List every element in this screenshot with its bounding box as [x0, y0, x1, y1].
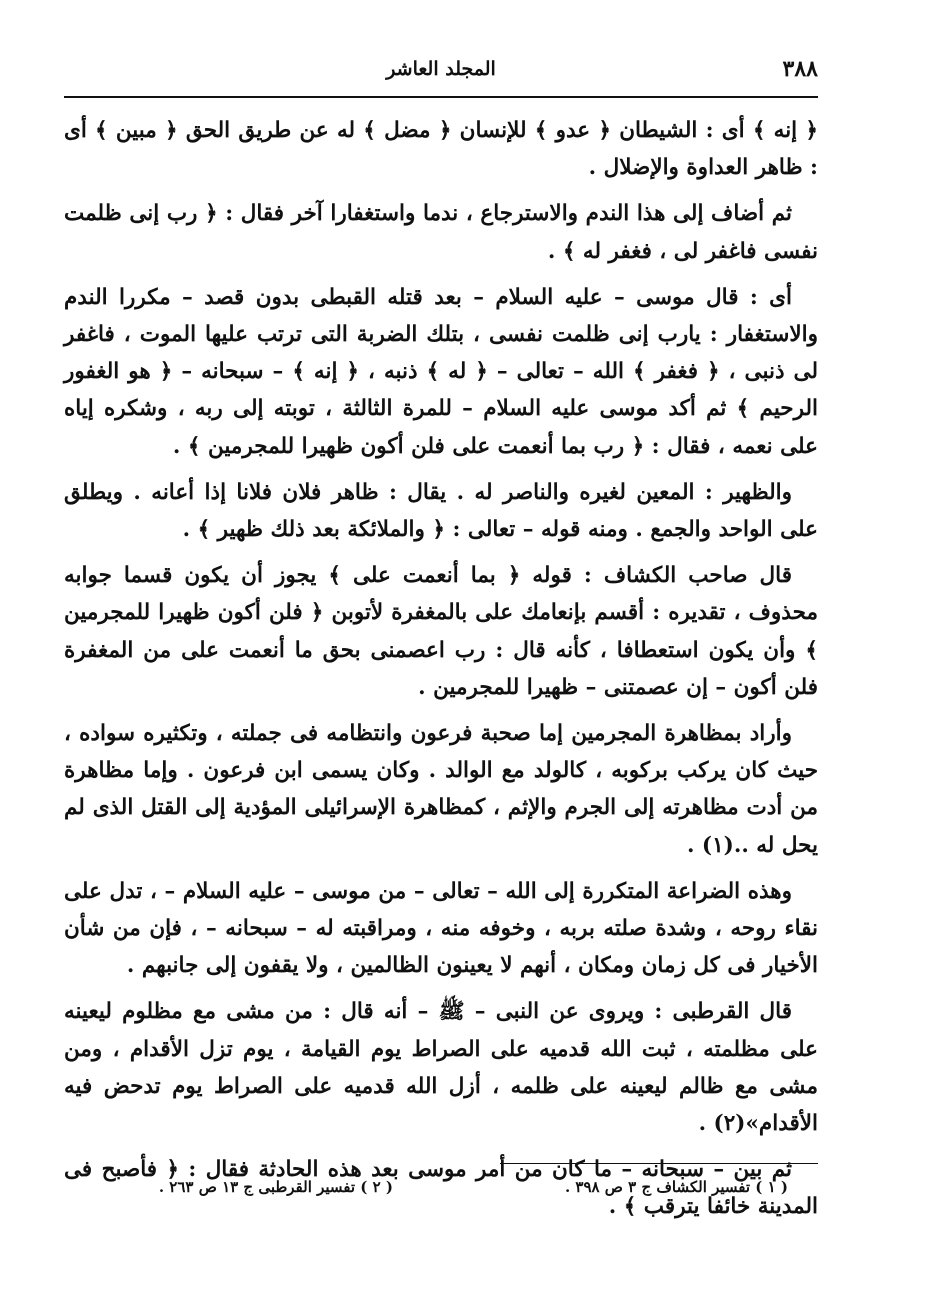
- main-text: [64, 112, 818, 1235]
- paragraph: قال القرطبى : ويروى عن النبى – ﷺ – أنه قال : من مشى مع مظلوم ليعينه على مظلمته ، ثبت الله قدميه على الصراط يوم القيامة ، يوم تزل الأقدام ، ومن مشى مع ظالم ليعينه على ظلمه ، أزل الله قدميه على الصراط يوم تدحض فيه الأقدام»(٢) .: [64, 999, 818, 1137]
- footnote-rule: [500, 1163, 818, 1164]
- paragraph: وأراد بمظاهرة المجرمين إما صحبة فرعون وانتظامه فى جملته ، وتكثيره سواده ، حيث كان يركب بركوبه ، كالولد مع الوالد . وكان يسمى ابن فرعون . وإما مظاهرة من أدت مظاهرته إلى الجرم والإثم ، كمظاهرة الإسرائيلى المؤدية إلى القتل الذى لم يحل له ..(١) .: [64, 721, 818, 858]
- running-title: المجلد العاشر: [386, 58, 496, 80]
- paragraph: ﴿ إنه ﴾ أى : الشيطان ﴿ عدو ﴾ للإنسان ﴿ مضل ﴾ له عن طريق الحق ﴿ مبين ﴾ أى : ظاهر العداوة والإضلال .: [64, 118, 818, 181]
- paragraph: ثم أضاف إلى هذا الندم والاسترجاع ، ندما واستغفارا آخر فقال : ﴿ رب إنى ظلمت نفسى فاغفر لى ، فغفر له ﴾ .: [64, 201, 818, 264]
- paragraph: والظهير : المعين لغيره والناصر له . يقال : ظاهر فلان فلانا إذا أعانه . ويطلق على الواحد والجمع . ومنه قوله – تعالى : ﴿ والملائكة بعد ذلك ظهير ﴾ .: [64, 479, 818, 543]
- page-header: [64, 50, 818, 90]
- page-number: ٣٨٨: [782, 56, 818, 82]
- footnotes: [64, 1178, 818, 1208]
- paragraph: وهذه الضراعة المتكررة إلى الله – تعالى – من موسى – عليه السلام – ، تدل على نقاء روحه ، وشدة صلته بربه ، وخوفه منه ، ومراقبته له – سبحانه – ، فإن من شأن الأخيار فى كل زمان ومكان ، أنهم لا يعينون الظالمين ، ولا يقفون إلى جانبهم .: [64, 878, 818, 979]
- paragraph: قال صاحب الكشاف : قوله ﴿ بما أنعمت على ﴾ يجوز أن يكون قسما جوابه محذوف ، تقديره : أقسم بإنعامك على بالمغفرة لأتوبن ﴿ فلن أكون ظهيرا للمجرمين ﴾ وأن يكون استعطافا ، كأنه قال : رب اعصمنى بحق ما أنعمت على من المغفرة فلن أكون – إن عصمتنى – ظهيرا للمجرمين .: [64, 563, 818, 700]
- footnote-2: ( ٢ ) تفسير القرطبى ج ١٣ ص ٢٦٣ .: [158, 1178, 393, 1196]
- footnote-1: ( ١ ) تفسير الكشاف ج ٣ ص ٣٩٨ .: [564, 1178, 788, 1196]
- header-rule: [64, 96, 818, 98]
- paragraph: ثم بين – سبحانه – ما كان من أمر موسى بعد هذه الحادثة فقال : ﴿ فأصبح فى المدينة خائفا يترقب ﴾ .: [64, 1157, 818, 1220]
- paragraph: أى : قال موسى – عليه السلام – بعد قتله القبطى بدون قصد – مكررا الندم والاستغفار : يارب إنى ظلمت نفسى ، بتلك الضربة التى ترتب عليها الموت ، فاغفر لى ذنبى ، ﴿ فغفر ﴾ الله – تعالى – ﴿ له ﴾ ذنبه ، ﴿ إنه ﴾ – سبحانه – ﴿ هو الغفور الرحيم ﴾ ثم أكد موسى عليه السلام – للمرة الثالثة ، توبته إلى ربه ، وشكره إياه على نعمه ، فقال : ﴿ رب بما أنعمت على فلن أكون ظهيرا للمجرمين ﴾ .: [64, 284, 818, 459]
